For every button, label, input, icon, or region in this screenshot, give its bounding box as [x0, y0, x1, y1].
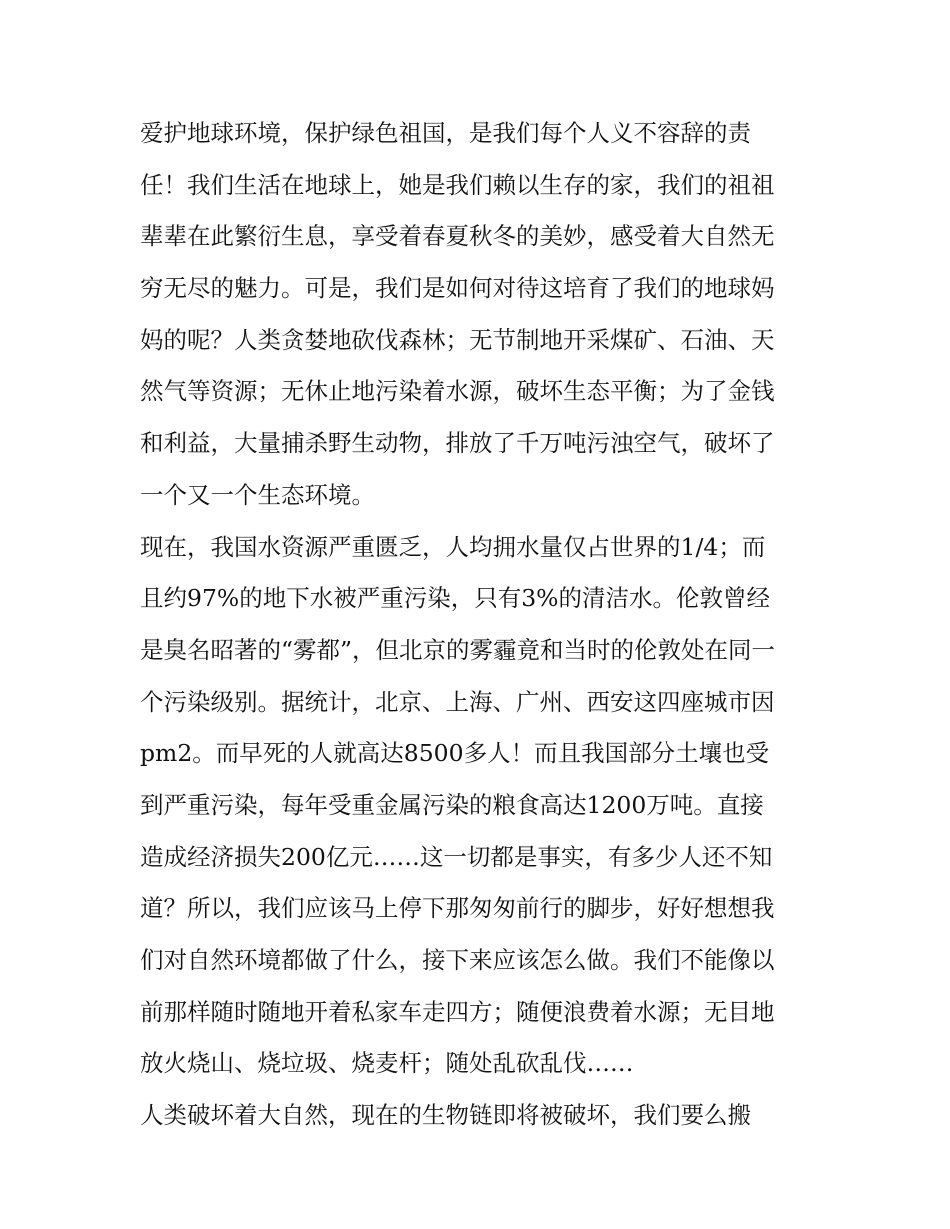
text-line: 个污染级别。据统计，北京、上海、广州、西安这四座城市因 [140, 687, 775, 716]
text-line: 任！我们生活在地球上，她是我们赖以生存的家，我们的祖祖 [140, 170, 775, 199]
text-line: 爱护地球环境，保护绿色祖国，是我们每个人义不容辞的责 [140, 119, 751, 147]
text-line: 现在，我国水资源严重匮乏，人均拥水量仅占世界的1/4；而 [140, 532, 766, 561]
document-body [140, 108, 820, 1142]
text-line: 穷无尽的魅力。可是，我们是如何对待这培育了我们的地球妈 [140, 274, 775, 303]
text-line: pm2。而早死的人就高达8500多人！而且我国部分土壤也受 [140, 739, 770, 768]
text-line: 前那样随时随地开着私家车走四方；随便浪费着水源；无目地 [140, 997, 775, 1026]
text-line: 然气等资源；无休止地污染着水源，破坏生态平衡；为了金钱 [140, 377, 775, 406]
text-line: 人类破坏着大自然，现在的生物链即将被破坏，我们要么搬 [140, 1101, 751, 1130]
text-line: 到严重污染，每年受重金属污染的粮食高达1200万吨。直接 [140, 790, 764, 819]
text-line: 道？所以，我们应该马上停下那匆匆前行的脚步，好好想想我 [140, 894, 775, 923]
text-line: 们对自然环境都做了什么，接下来应该怎么做。我们不能像以 [140, 946, 775, 974]
text-line: 且约97%的地下水被严重污染，只有3%的清洁水。伦敦曾经 [140, 584, 771, 613]
text-line: 造成经济损失200亿元……这一切都是事实，有多少人还不知 [140, 842, 773, 871]
text-line: 妈的呢？人类贪婪地砍伐森林；无节制地开采煤矿、石油、天 [140, 325, 775, 354]
text-line: 一个又一个生态环境。 [140, 480, 375, 509]
text-line: 和利益，大量捕杀野生动物，排放了千万吨污浊空气，破坏了 [140, 429, 775, 458]
text-line: 辈辈在此繁衍生息，享受着春夏秋冬的美妙，感受着大自然无 [140, 222, 775, 251]
text-line: 是臭名昭著的“雾都”，但北京的雾霾竟和当时的伦敦处在同一 [140, 635, 776, 664]
text-line: 放火烧山、烧垃圾、烧麦杆；随处乱砍乱伐…… [140, 1049, 634, 1078]
